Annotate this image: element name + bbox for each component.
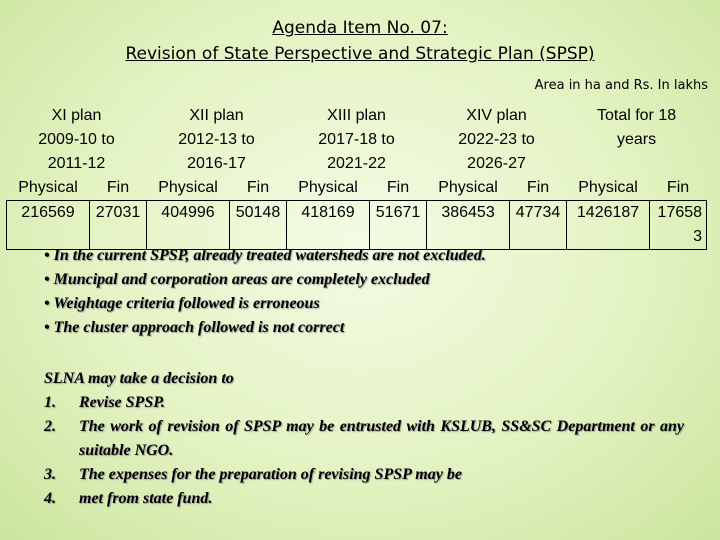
plan-years-cell: 2022-23 to — [458, 131, 535, 148]
decision-item-number: 1. — [44, 394, 56, 411]
decision-item-text: The expenses for the preparation of revising SPSP may be — [79, 466, 462, 483]
plan-name-cell: XIII plan — [327, 107, 386, 124]
plan-metric-label-row — [7, 176, 707, 201]
units-note: Area in ha and Rs. In lakhs — [534, 78, 708, 93]
decision-item-number: 4. — [44, 490, 56, 507]
issue-item: • In the current SPSP, already treated watersheds are not excluded. — [44, 247, 486, 264]
decision-item — [44, 463, 684, 487]
physical-value: 404996 — [147, 201, 230, 250]
decision-item-number: 3. — [44, 466, 56, 483]
physical-label: Physical — [578, 179, 638, 196]
fin-label: Fin — [526, 179, 550, 196]
decision-item-number: 2. — [44, 418, 56, 435]
plan-years-cell: 2026-27 — [467, 155, 526, 172]
issue-item: • The cluster approach followed is not correct — [44, 319, 345, 336]
plan-name-cell: XII plan — [189, 107, 244, 124]
physical-label: Physical — [158, 179, 218, 196]
plan-name-cell: XIV plan — [466, 107, 527, 124]
plan-years-cell — [567, 152, 707, 176]
plan-years-cell: 2016-17 — [187, 155, 246, 172]
issue-item: • Muncipal and corporation areas are completely excluded — [44, 271, 430, 288]
plan-values-row — [7, 201, 707, 250]
plan-years-from-row — [7, 128, 707, 152]
plan-years-cell: 2021-22 — [327, 155, 386, 172]
decision-item — [44, 415, 684, 463]
plan-years-cell: 2017-18 to — [318, 131, 395, 148]
physical-label: Physical — [298, 179, 358, 196]
decision-item-text: Revise SPSP. — [79, 394, 165, 411]
fin-value: 47734 — [510, 201, 567, 250]
decision-block — [44, 367, 684, 511]
plan-table — [6, 104, 707, 250]
slide-subtitle: Revision of State Perspective and Strategic Plan (SPSP) — [125, 44, 595, 64]
decision-item — [44, 487, 684, 511]
plan-name-row — [7, 104, 707, 128]
decision-item-text: The work of revision of SPSP may be entrusted with KSLUB, SS&SC Department or any suitable NGO. — [79, 418, 684, 459]
fin-label: Fin — [386, 179, 410, 196]
physical-value: 418169 — [287, 201, 370, 250]
fin-label: Fin — [246, 179, 270, 196]
fin-value: 17658 3 — [650, 201, 707, 250]
decision-item-text: met from state fund. — [79, 490, 213, 507]
plan-name-cell: Total for 18 — [596, 107, 677, 124]
plan-years-cell: years — [616, 131, 657, 148]
physical-label: Physical — [438, 179, 498, 196]
plan-years-cell: 2009-10 to — [38, 131, 115, 148]
fin-value: 27031 — [90, 201, 147, 250]
issues-list — [44, 244, 486, 340]
fin-value: 51671 — [370, 201, 427, 250]
physical-value: 386453 — [427, 201, 510, 250]
fin-label: Fin — [106, 179, 130, 196]
physical-value: 1426187 — [567, 201, 650, 250]
fin-value: 50148 — [230, 201, 287, 250]
physical-value: 216569 — [7, 201, 90, 250]
plan-years-to-row — [7, 152, 707, 176]
fin-label: Fin — [666, 179, 690, 196]
issue-item: • Weightage criteria followed is erroneous — [44, 295, 320, 312]
plan-name-cell: XI plan — [51, 107, 102, 124]
plan-years-cell: 2012-13 to — [178, 131, 255, 148]
plan-years-cell: 2011-12 — [47, 155, 106, 172]
slide-title: Agenda Item No. 07: — [272, 18, 448, 38]
decision-lead: SLNA may take a decision to — [44, 370, 234, 387]
decision-item — [44, 391, 684, 415]
physical-label: Physical — [18, 179, 78, 196]
